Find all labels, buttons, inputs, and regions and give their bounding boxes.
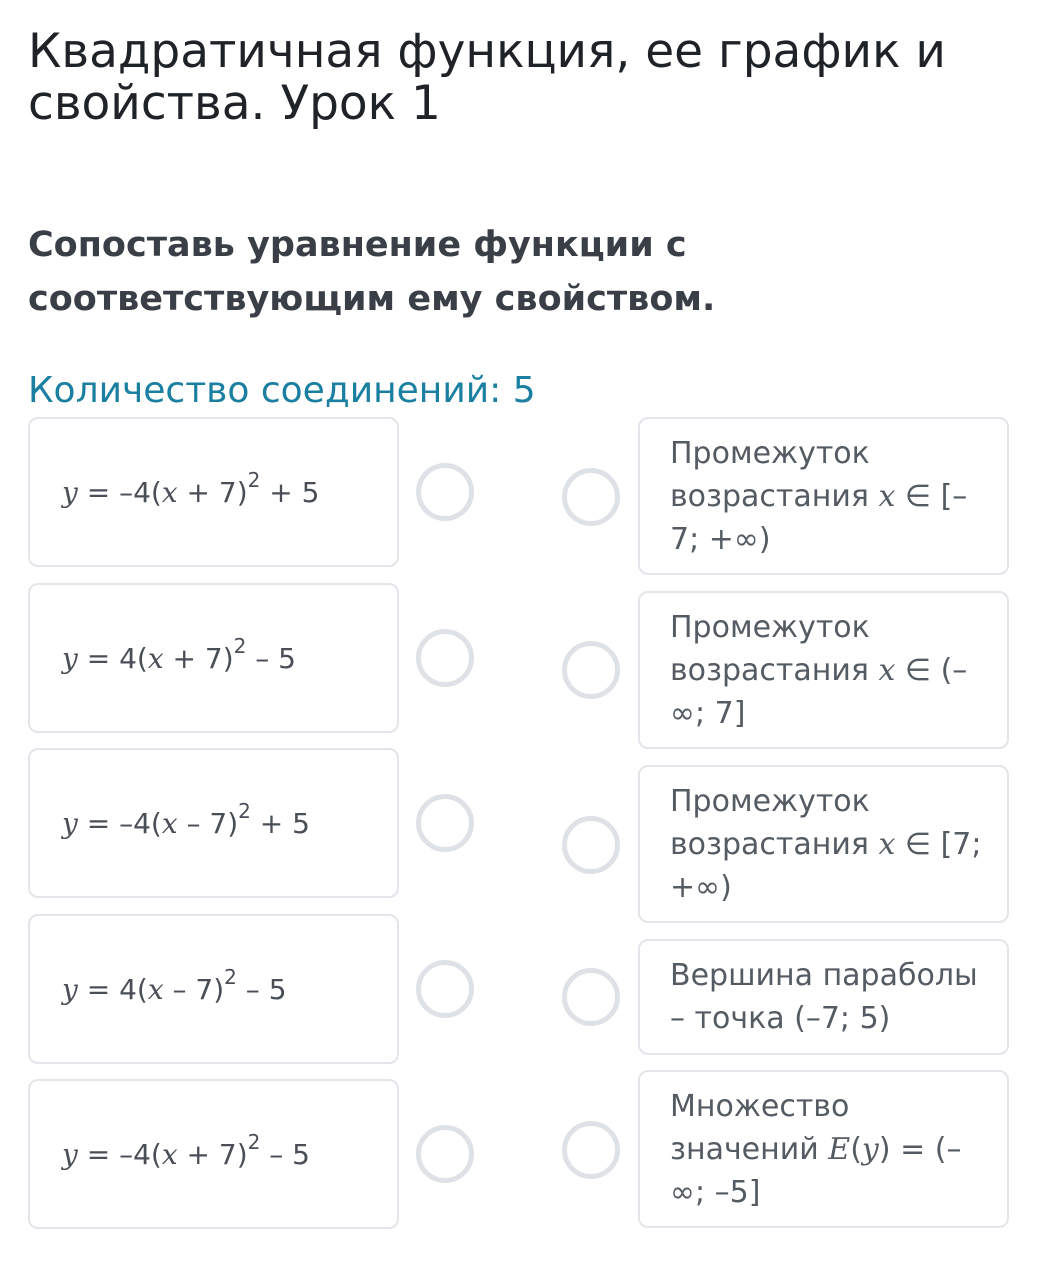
right-connector-dot[interactable] (562, 641, 620, 699)
property-text: Множество значений E(y) = (– ∞; –5] (670, 1088, 962, 1210)
property-text: Промежуток возрастания x ∈ [– 7; +∞) (670, 435, 968, 557)
left-connector-dot[interactable] (416, 1125, 474, 1183)
task-text: Сопоставь уравнение функции с соответствующим ему свойством. (28, 225, 716, 319)
property-card[interactable] (638, 939, 1009, 1055)
property-card[interactable] (638, 1070, 1009, 1228)
right-connector-dot[interactable] (562, 1121, 620, 1179)
left-connector-dot[interactable] (416, 794, 474, 852)
property-text: Промежуток возрастания x ∈ [7; +∞) (670, 783, 982, 905)
equation-card[interactable] (28, 748, 399, 898)
equation-text: $y = -4(x + 7)^2 - 5$ (62, 1130, 310, 1171)
property-card[interactable] (638, 591, 1009, 749)
equation-text: $y = -4(x + 7)^2 + 5$ (62, 468, 320, 509)
equation-text: y = 4(x – 7)$^2$ – 5 (62, 965, 287, 1006)
equation-text: y = –4(x – 7)$^2$ + 5 (62, 799, 310, 840)
left-connector-dot[interactable] (416, 629, 474, 687)
equation-card[interactable] (28, 417, 399, 567)
equation-text: $y = 4(x + 7)^2 - 5$ (62, 634, 296, 675)
connections-counter: Количество соединений: 5 (28, 370, 536, 411)
page-title: Квадратичная функция, ее график и свойства. Урок 1 (28, 24, 946, 131)
right-connector-dot[interactable] (562, 816, 620, 874)
equation-card[interactable] (28, 914, 399, 1064)
property-text: Промежуток возрастания x ∈ (– ∞; 7] (670, 609, 968, 731)
left-connector-dot[interactable] (416, 463, 474, 521)
equation-card[interactable] (28, 583, 399, 733)
equation-card[interactable] (28, 1079, 399, 1229)
left-connector-dot[interactable] (416, 960, 474, 1018)
right-connector-dot[interactable] (562, 468, 620, 526)
property-card[interactable] (638, 417, 1009, 575)
right-connector-dot[interactable] (562, 968, 620, 1026)
property-text: Вершина параболы – точка (–7; 5) (670, 958, 978, 1036)
property-card[interactable] (638, 765, 1009, 923)
